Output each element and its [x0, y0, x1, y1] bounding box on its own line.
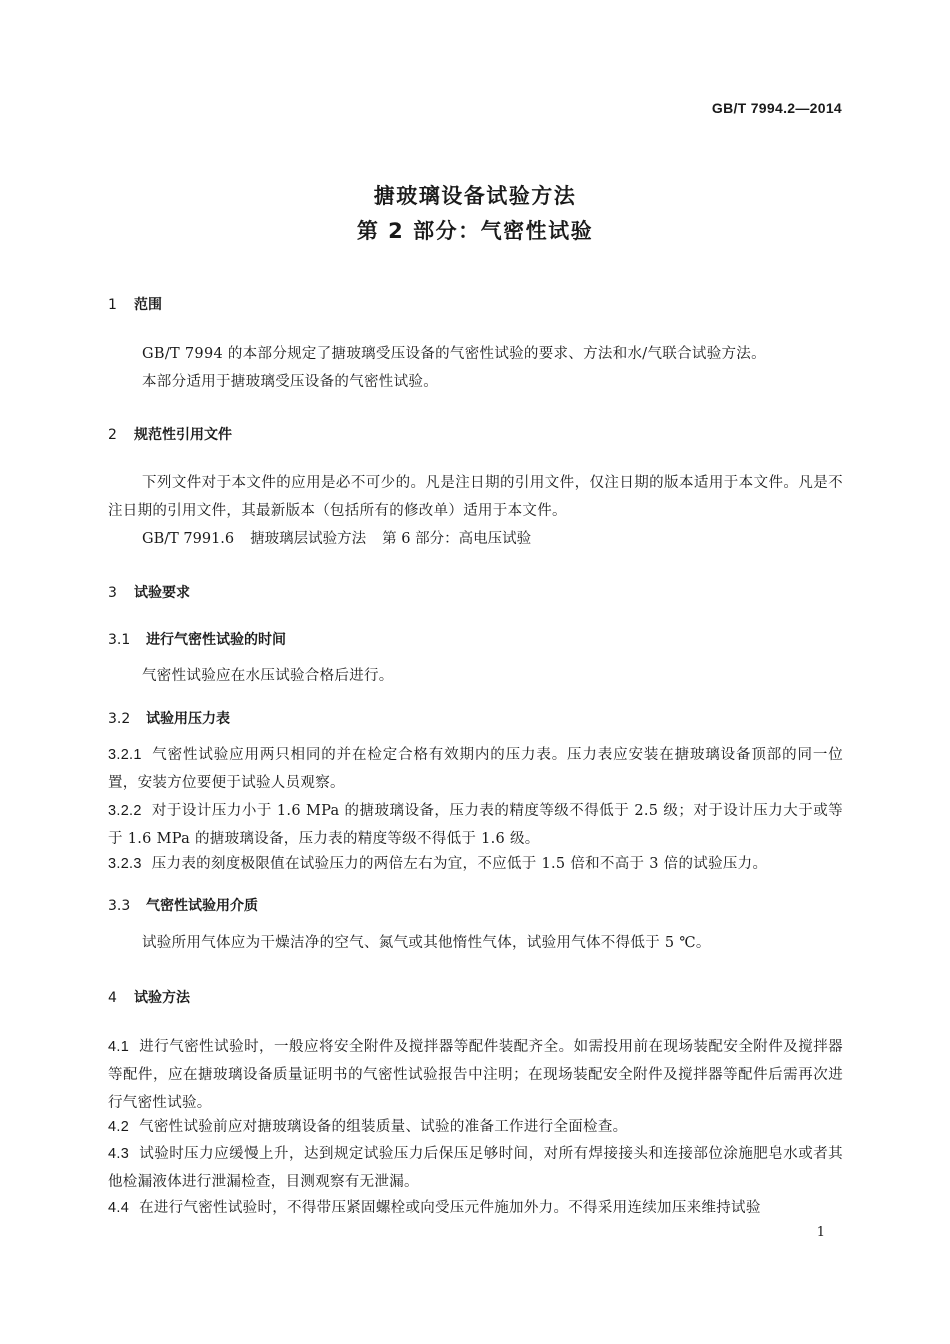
clause — [108, 1113, 843, 1141]
paragraph: GB/T 7994 的本部分规定了搪玻璃受压设备的气密性试验的要求、方法和水/气联合试验方法。 — [142, 346, 766, 362]
subsection-title: 试验用压力表 — [146, 711, 230, 727]
section-heading-scope — [108, 294, 162, 314]
clause — [108, 741, 843, 797]
clause-text: 在进行气密性试验时，不得带压紧固螺栓或向受压元件施加外力。不得采用连续加压来维持试验 — [139, 1200, 761, 1216]
subsection-heading — [108, 629, 286, 649]
paragraph: 气密性试验应在水压试验合格后进行。 — [142, 668, 394, 684]
section-heading-normative-references — [108, 424, 232, 444]
section-title: 范围 — [134, 297, 162, 313]
section-title: 试验方法 — [134, 990, 190, 1006]
section-heading-test-method — [108, 987, 190, 1007]
clause-number: 4.4 — [108, 1200, 130, 1216]
reference-entry — [142, 527, 531, 548]
subsection-number: 3.3 — [108, 898, 131, 914]
clause-text: 气密性试验前应对搪玻璃设备的组装质量、试验的准备工作进行全面检查。 — [139, 1119, 628, 1135]
clause-text: 对于设计压力小于 1.6 MPa 的搪玻璃设备，压力表的精度等级不得低于 2.5 级；对于设计压力大于或等于 1.6 MPa 的搪玻璃设备，压力表的精度等级不得低于 1.6 级。 — [108, 803, 843, 847]
clause-number: 4.2 — [108, 1119, 130, 1135]
subsection-title: 气密性试验用介质 — [146, 898, 258, 914]
section-number: 4 — [108, 990, 117, 1006]
section-number: 1 — [108, 297, 117, 313]
subsection-number: 3.2 — [108, 711, 131, 727]
subsection-heading — [108, 895, 258, 915]
clause — [108, 1194, 843, 1222]
subsection-title: 进行气密性试验的时间 — [146, 632, 286, 648]
clause-number: 3.2.2 — [108, 803, 142, 819]
clause-number: 3.2.3 — [108, 856, 142, 872]
clause — [108, 1140, 843, 1196]
clause-number: 4.1 — [108, 1039, 130, 1055]
paragraph: 试验所用气体应为干燥洁净的空气、氮气或其他惰性气体，试验用气体不得低于 5 ℃。 — [142, 935, 711, 951]
paragraph: 下列文件对于本文件的应用是必不可少的。凡是注日期的引用文件，仅注日期的版本适用于本文件。凡是不注日期的引用文件，其最新版本（包括所有的修改单）适用于本文件。 — [108, 475, 843, 519]
document-title: 搪玻璃设备试验方法 — [373, 184, 577, 208]
clause — [108, 850, 843, 878]
clause-text: 压力表的刻度极限值在试验压力的两倍左右为宜，不应低于 1.5 倍和不高于 3 倍的试验压力。 — [151, 856, 768, 872]
reference-code: GB/T 7991.6 — [142, 531, 235, 547]
clause-text: 进行气密性试验时，一般应将安全附件及搅拌器等配件装配齐全。如需投用前在现场装配安全附件及搅拌器等配件，应在搪玻璃设备质量证明书的气密性试验报告中注明；在现场装配安全附件及搅拌器等配件后需再次进行气密性试验。 — [108, 1039, 843, 1111]
section-title: 规范性引用文件 — [134, 427, 232, 443]
page-number: 1 — [816, 1225, 825, 1240]
reference-part: 第 6 部分：高电压试验 — [382, 531, 532, 547]
subsection-number: 3.1 — [108, 632, 131, 648]
clause-text: 气密性试验应用两只相同的并在检定合格有效期内的压力表。压力表应安装在搪玻璃设备顶部的同一位置，安装方位要便于试验人员观察。 — [108, 747, 843, 791]
section-number: 2 — [108, 427, 117, 443]
document-subtitle: 第 2 部分：气密性试验 — [356, 219, 594, 243]
section-number: 3 — [108, 585, 117, 601]
subsection-heading — [108, 708, 230, 728]
clause — [108, 797, 843, 853]
section-title: 试验要求 — [134, 585, 190, 601]
section-heading-test-requirements — [108, 582, 190, 602]
standard-number: GB/T 7994.2—2014 — [711, 100, 842, 116]
paragraph: 本部分适用于搪玻璃受压设备的气密性试验。 — [142, 374, 438, 390]
clause — [108, 1033, 843, 1117]
clause-number: 3.2.1 — [108, 747, 142, 763]
clause-number: 4.3 — [108, 1146, 130, 1162]
reference-title: 搪玻璃层试验方法 — [250, 531, 367, 547]
clause-text: 试验时压力应缓慢上升，达到规定试验压力后保压足够时间，对所有焊接接头和连接部位涂施肥皂水或者其他检漏液体进行泄漏检查，目测观察有无泄漏。 — [108, 1146, 843, 1190]
